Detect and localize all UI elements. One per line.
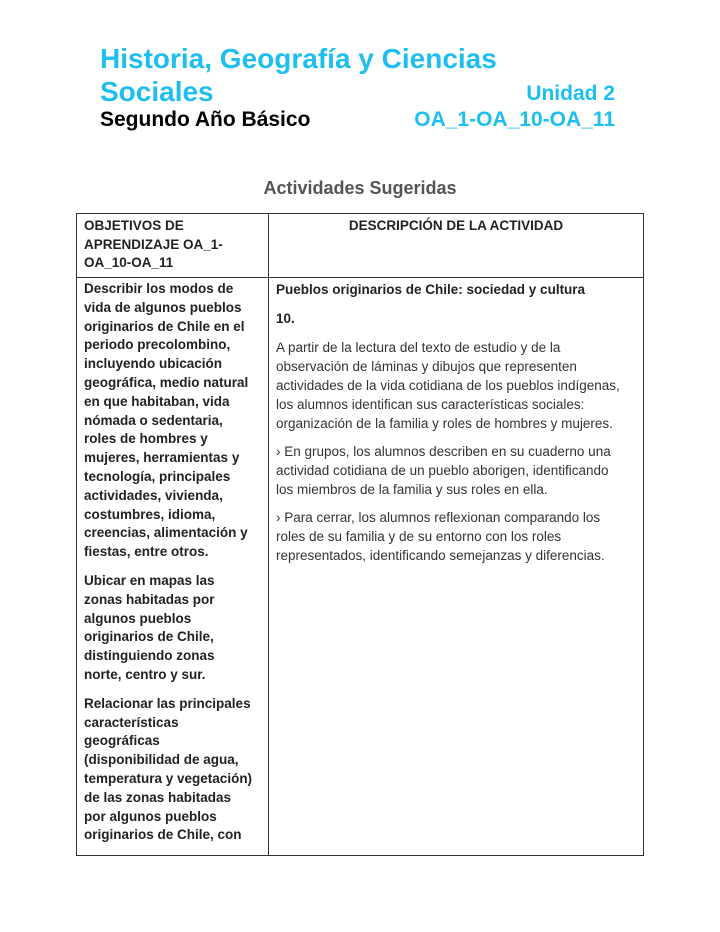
header-objectives-text: OBJETIVOS DE APRENDIZAJE OA_1- OA_10-OA_11	[84, 218, 223, 271]
activity-paragraph-3: › Para cerrar, los alumnos reflexionan comparando los roles de su familia y de su entorno con los roles representados, identificando semejanzas y diferencias.	[276, 510, 605, 563]
objective-1: Describir los modos de vida de algunos pueblos originarios de Chile en el periodo precolombino, incluyendo ubicación geográfica, medio natural en que habitaban, vida nómada o sedentaria, roles de hombres y mujeres, herramientas y tecnología, principales actividades, vivienda, costumbres, idioma, creencias, alimentación y fiestas, entre otros.	[84, 281, 249, 560]
description-cell	[269, 278, 644, 856]
section-title: Actividades Sugeridas	[263, 178, 457, 198]
table-header-row	[77, 214, 644, 278]
activities-table	[76, 213, 644, 856]
activity-title: Pueblos originarios de Chile: sociedad y cultura	[276, 282, 586, 297]
objective-3: Relacionar las principales características geográficas (disponibilidad de agua, temperatura y vegetación) de las zonas habitadas por algunos pueblos originarios de Chile, con	[84, 695, 253, 843]
activity-paragraph-2: › En grupos, los alumnos describen en su cuaderno una actividad cotidiana de un pueblo aborigen, identificando los miembros de la familia y sus roles en ella.	[276, 444, 611, 497]
unit-label: Unidad 2	[526, 82, 615, 105]
header-description: DESCRIPCIÓN DE LA ACTIVIDAD	[269, 214, 644, 278]
subject-title: Historia, Geografía y Ciencias Sociales	[100, 43, 497, 107]
oa-codes: OA_1-OA_10-OA_11	[414, 108, 615, 131]
header-objectives	[77, 214, 269, 278]
objective-2: Ubicar en mapas las zonas habitadas por algunos pueblos originarios de Chile, distinguiendo zonas norte, centro y sur.	[84, 572, 215, 682]
table-row	[77, 278, 644, 856]
activity-paragraph-1: A partir de la lectura del texto de estudio y de la observación de láminas y dibujos que representen actividades de la vida cotidiana de los pueblos indígenas, los alumnos identifican sus características sociales: organización de la familia y roles de hombres y mujeres.	[276, 340, 620, 431]
objectives-cell	[77, 278, 269, 856]
activity-number: 10.	[276, 311, 295, 326]
grade-label: Segundo Año Básico	[100, 108, 311, 131]
